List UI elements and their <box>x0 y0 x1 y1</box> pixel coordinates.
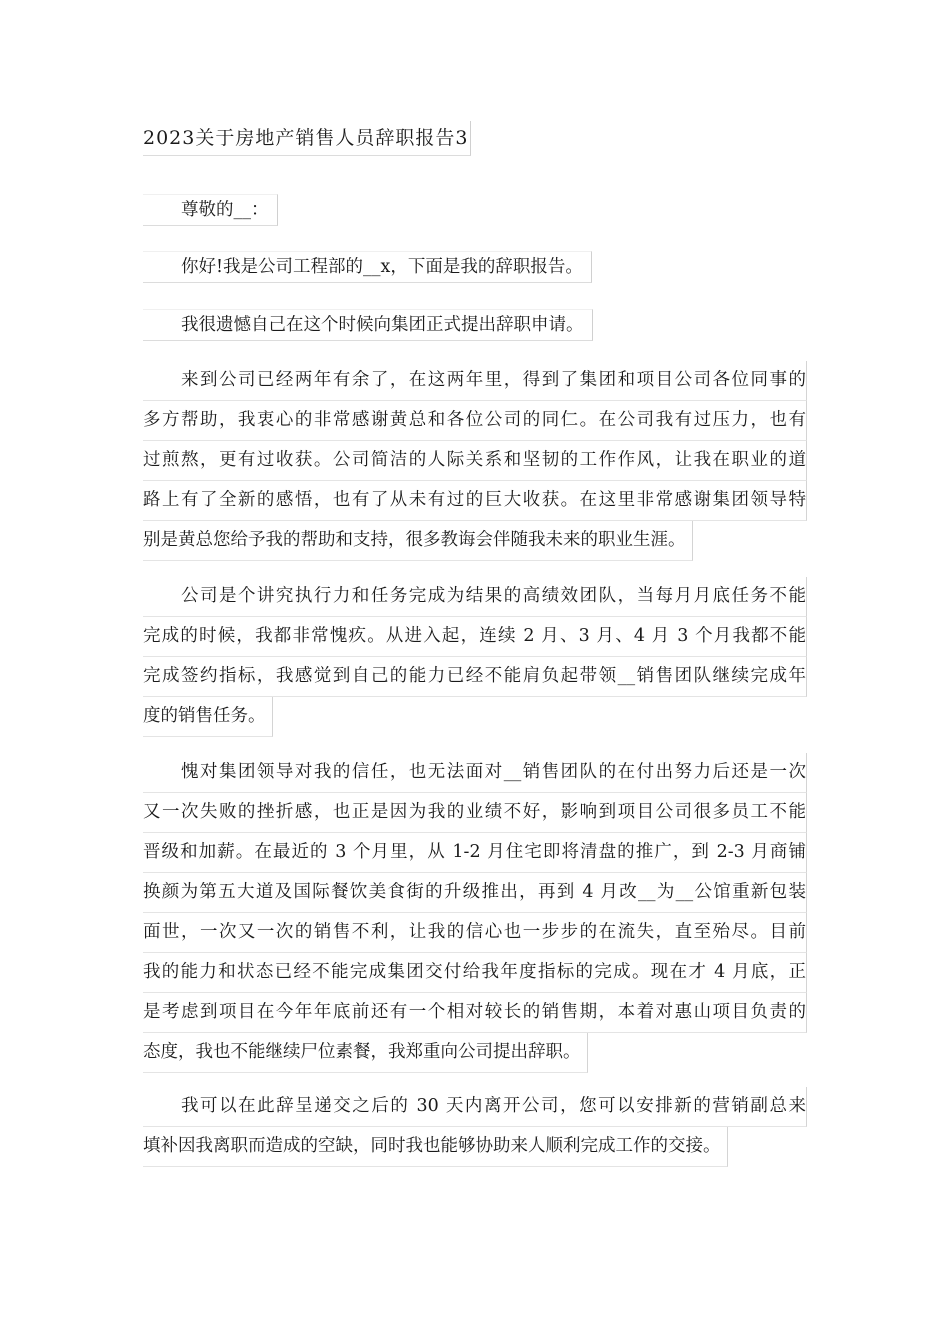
paragraph-line: 面世，一次又一次的销售不利，让我的信心也一步步的在流失，直至殆尽。目前 <box>143 913 807 953</box>
paragraph-line: 晋级和加薪。在最近的 3 个月里，从 1-2 月住宅即将清盘的推广，到 2-3 月商铺 <box>143 833 807 873</box>
paragraph-line: 完成签约指标，我感觉到自己的能力已经不能肩负起带领__销售团队继续完成年 <box>143 657 807 697</box>
intro-sentence: 我很遗憾自己在这个时候向集团正式提出辞职申请。 <box>143 309 593 341</box>
paragraph-2 <box>143 577 807 752</box>
paragraph-line: 填补因我离职而造成的空缺，同时我也能够协助来人顺利完成工作的交接。 <box>143 1127 728 1167</box>
paragraph-line: 态度，我也不能继续尸位素餐，我郑重向公司提出辞职。 <box>143 1033 588 1073</box>
paragraph-1 <box>143 361 807 576</box>
paragraph-line: 度的销售任务。 <box>143 697 273 737</box>
paragraph-line: 愧对集团领导对我的信任，也无法面对__销售团队的在付出努力后还是一次 <box>143 753 807 793</box>
paragraph-4 <box>143 1087 807 1182</box>
paragraph-line: 过煎熬，更有过收获。公司简洁的人际关系和坚韧的工作作风，让我在职业的道 <box>143 441 807 481</box>
paragraph-line: 是考虑到项目在今年年底前还有一个相对较长的销售期，本着对惠山项目负责的 <box>143 993 807 1033</box>
paragraph-line: 我的能力和状态已经不能完成集团交付给我年度指标的完成。现在才 4 月底，正 <box>143 953 807 993</box>
paragraph-3 <box>143 753 807 1088</box>
greeting: 你好!我是公司工程部的__x，下面是我的辞职报告。 <box>143 251 592 283</box>
salutation: 尊敬的__： <box>143 194 278 226</box>
paragraph-line: 路上有了全新的感悟，也有了从未有过的巨大收获。在这里非常感谢集团领导特 <box>143 481 807 521</box>
paragraph-line: 完成的时候，我都非常愧疚。从进入起，连续 2 月、3 月、4 月 3 个月我都不能 <box>143 617 807 657</box>
document-title: 2023关于房地产销售人员辞职报告3 <box>143 121 471 156</box>
paragraph-line: 多方帮助，我衷心的非常感谢黄总和各位公司的同仁。在公司我有过压力，也有 <box>143 401 807 441</box>
paragraph-line: 来到公司已经两年有余了，在这两年里，得到了集团和项目公司各位同事的 <box>143 361 807 401</box>
paragraph-line: 公司是个讲究执行力和任务完成为结果的高绩效团队，当每月月底任务不能 <box>143 577 807 617</box>
paragraph-line: 我可以在此辞呈递交之后的 30 天内离开公司，您可以安排新的营销副总来 <box>143 1087 807 1127</box>
paragraph-line: 别是黄总您给予我的帮助和支持，很多教诲会伴随我未来的职业生涯。 <box>143 521 693 561</box>
paragraph-line: 又一次失败的挫折感，也正是因为我的业绩不好，影响到项目公司很多员工不能 <box>143 793 807 833</box>
paragraph-line: 换颜为第五大道及国际餐饮美食街的升级推出，再到 4 月改__为__公馆重新包装 <box>143 873 807 913</box>
